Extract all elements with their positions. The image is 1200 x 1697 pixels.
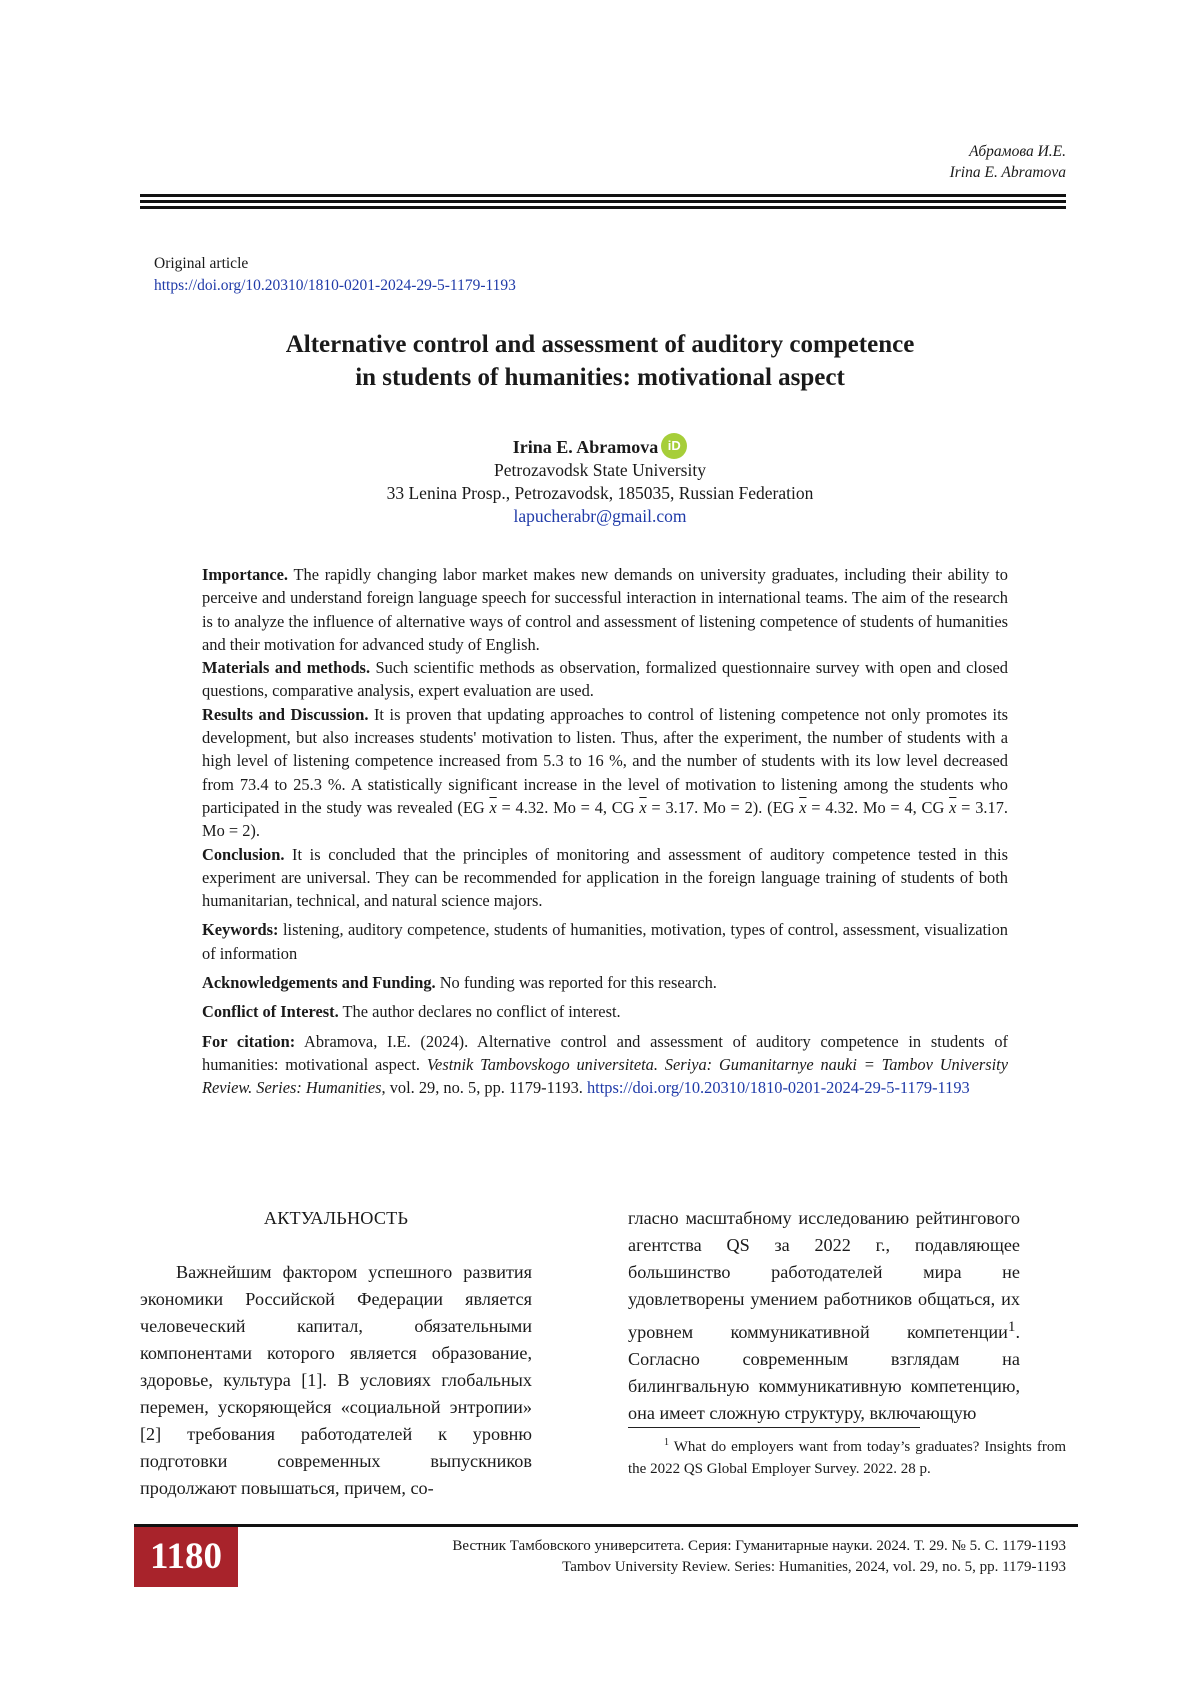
author-block (0, 433, 1200, 528)
body-paragraph (628, 1205, 1020, 1427)
funding-text: No funding was reported for this research. (435, 973, 717, 993)
keywords (202, 918, 1008, 965)
methods-text: Such scientific methods as observation, formalized questionnaire survey with open and closed questions, comparative analysis, expert evaluation are used. (202, 658, 1008, 701)
conflict-text: The author declares no conflict of interest. (338, 1002, 621, 1022)
footnote-reference[interactable]: 1 (1007, 1318, 1016, 1335)
header-rule (140, 200, 1066, 203)
author-address: 33 Lenina Prosp., Petrozavodsk, 185035, Russian Federation (386, 483, 814, 503)
abstract-importance (202, 563, 1008, 656)
article-meta (154, 253, 516, 297)
citation-journal: Vestnik Tambovskogo universiteta. Seriya: Gumanitarnye nauki = Tambov University Review. Series: Humanities (202, 1054, 1009, 1098)
conflict-of-interest (202, 1000, 1008, 1023)
title-line-2: in students of humanities: motivational aspect (355, 364, 845, 391)
title-line-1: Alternative control and assessment of auditory competence (285, 331, 915, 358)
citation-text: Abramova, I.E. (2024). Alternative control and assessment of auditory competence in students of humanities: motivational aspect. (202, 1031, 1008, 1074)
results-text: It is proven that updating approaches to control of listening competence not only promotes its development, but also increases students' motivation to listen. Thus, after the experiment, the number of students with a high level of listening competence increased from 5.3 to 16 %, and the number of students with its low level decreased from 73.4 to 25.3 %. A statistically significant increase in the level of motivation to listening among the students who participated in the study was revealed (EG (202, 704, 1008, 817)
doi-link[interactable]: https://doi.org/10.20310/1810-0201-2024-29-5-1179-1193 (154, 277, 516, 294)
mean-symbol: $\overline{x}$ (949, 797, 957, 817)
body-column-left (140, 1205, 532, 1502)
conflict-label: Conflict of Interest. (202, 1002, 339, 1022)
orcid-icon[interactable]: iD (661, 433, 687, 459)
footnote-number: 1 (664, 1437, 669, 1448)
importance-label: Importance. (202, 565, 289, 584)
citation-text: , vol. 29, no. 5, pp. 1179-1193. (381, 1078, 587, 1098)
journal-info (452, 1536, 1066, 1578)
abstract-methods (202, 656, 1008, 703)
methods-label: Materials and methods. (202, 658, 371, 678)
body-column-right (628, 1205, 1020, 1427)
keywords-label: Keywords: (202, 920, 279, 940)
author-affiliation: Petrozavodsk State University (494, 460, 706, 480)
importance-text: The rapidly changing labor market makes new demands on university graduates, including their ability to perceive and understand foreign language speech for successful interaction in international teams. The aim of the research is to analyze the influence of alternative ways of control and assessment of listening competence of students of humanities and their motivation for advanced study of English. (202, 565, 1008, 654)
abstract-results (202, 703, 1008, 843)
results-label: Results and Discussion. (202, 704, 369, 724)
conclusion-text: It is concluded that the principles of monitoring and assessment of auditory competence tested in this experiment are universal. They can be recommended for application in the foreign language training of students of both humanitarian, technical, and natural science majors. (202, 844, 1008, 911)
mean-symbol: $\overline{x}$ (799, 797, 807, 817)
funding-label: Acknowledgements and Funding. (202, 973, 436, 993)
keywords-text: listening, auditory competence, students of humanities, motivation, types of control, assessment, visualization of information (202, 920, 1008, 963)
body-paragraph: Важнейшим фактором успешного развития экономики Российской Федерации является человеческий капитал, обязательными компонентами которого является образование, здоровье, культура [1]. В условиях глобальных перемен, ускоряющейся «социальной энтропии» [2] требования работодателей к уровню подготовки современных выпускников продолжают повышаться, причем, со- (140, 1262, 532, 1498)
author-name: Irina E. Abramova (512, 437, 659, 457)
body-text: гласно масштабному исследованию рейтингового агентства QS за 2022 г., подавляющее большинство работодателей мира не удовлетворены умением работников общаться, их уровнем коммуникативной компетенции (628, 1208, 1020, 1343)
results-text: = 3.17. Mo = 2). (202, 797, 1008, 841)
running-header-ru: Абрамова И.Е. (969, 143, 1066, 160)
results-text: = 4.32. Mo = 4, CG (806, 797, 950, 817)
page-number: 1180 (134, 1527, 238, 1587)
article-type: Original article (154, 255, 249, 272)
citation (202, 1030, 1008, 1100)
footnote-rule (628, 1427, 920, 1428)
results-text: = 3.17. Mo = 2). (EG (646, 797, 800, 817)
running-header-en: Irina E. Abramova (949, 164, 1066, 181)
header-rule (140, 194, 1066, 197)
article-title (0, 328, 1200, 394)
abstract-conclusion (202, 843, 1008, 913)
header-rule (140, 206, 1066, 209)
citation-label: For citation: (202, 1031, 296, 1051)
section-heading: АКТУАЛЬНОСТЬ (263, 1208, 409, 1228)
abstract (202, 563, 1008, 1100)
citation-doi-link[interactable]: https://doi.org/10.20310/1810-0201-2024-29-5-1179-1193 (586, 1078, 970, 1098)
footnote (628, 1432, 1066, 1480)
footer-rule (134, 1524, 1078, 1527)
running-header (950, 141, 1066, 183)
footnote-text: What do employers want from today’s graduates? Insights from the 2022 QS Global Employer Survey. 2022. 28 p. (628, 1439, 1066, 1477)
results-text: = 4.32. Mo = 4, CG (496, 797, 640, 817)
author-email-link[interactable]: lapucherabr@gmail.com (513, 506, 687, 526)
mean-symbol: $\overline{x}$ (639, 797, 647, 817)
mean-symbol: $\overline{x}$ (489, 797, 497, 817)
conclusion-label: Conclusion. (202, 844, 285, 864)
journal-info-ru: Вестник Тамбовского университета. Серия: Гуманитарные науки. 2024. Т. 29. № 5. С. 1179-1193 (452, 1538, 1066, 1554)
body-text: . Согласно современным взглядам на билингвальную коммуникативную компетенцию, она имеет сложную структуру, включающую (628, 1322, 1020, 1424)
funding (202, 971, 1008, 994)
journal-info-en: Tambov University Review. Series: Humanities, 2024, vol. 29, no. 5, pp. 1179-1193 (562, 1559, 1066, 1575)
